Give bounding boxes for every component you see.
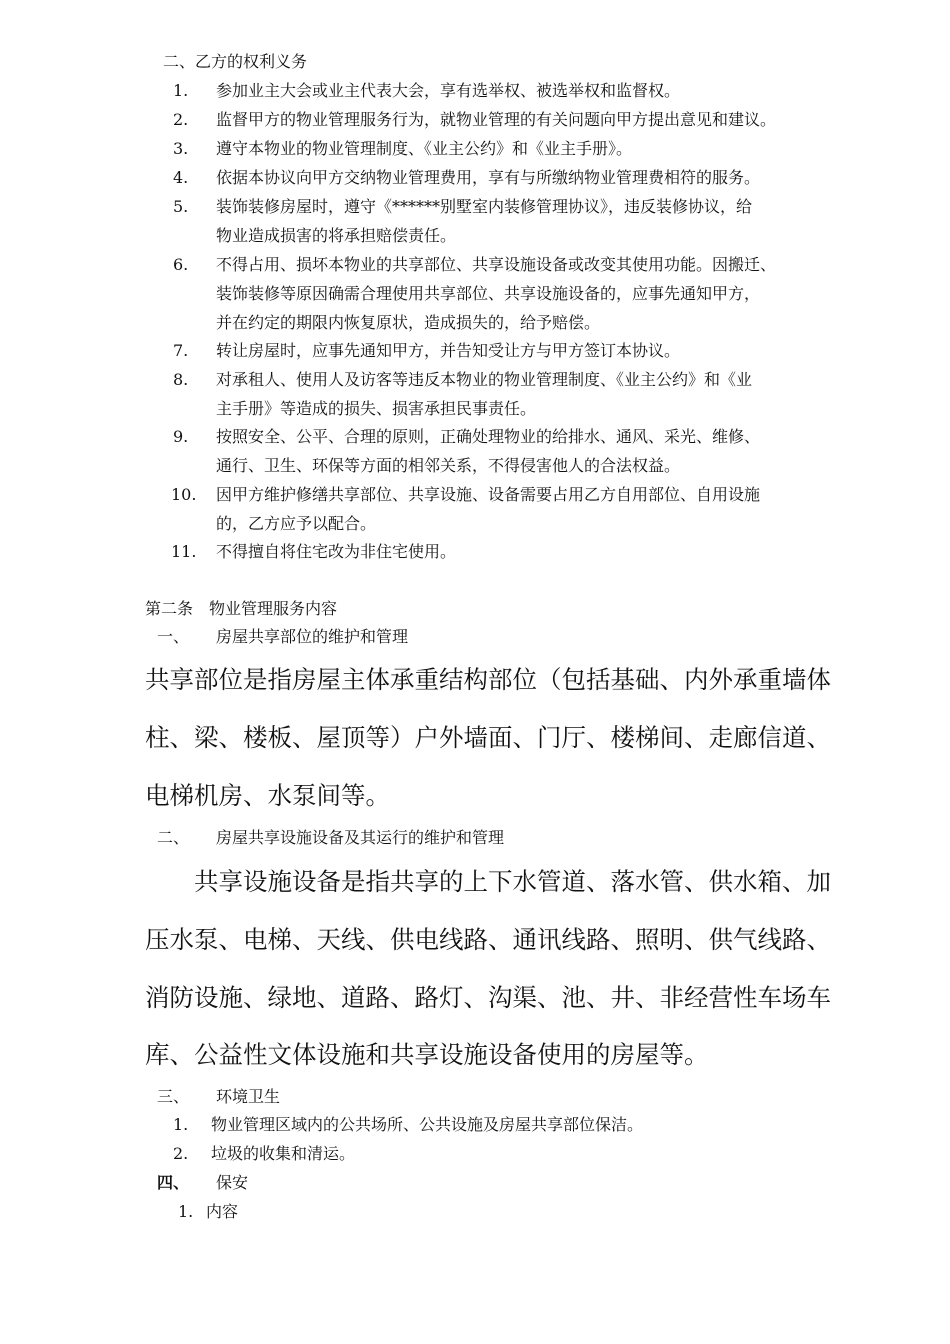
list-item-text: 不得擅自将住宅改为非住宅使用。: [216, 542, 457, 561]
body-text: 库、公益性文体设施和共享设施设备使用的房屋等。: [145, 1040, 709, 1069]
part-number: 一、: [157, 627, 190, 646]
part-number: 三、: [157, 1087, 190, 1106]
part-heading: 环境卫生: [216, 1087, 281, 1106]
list-item-text: 物业管理区域内的公共场所、公共设施及房屋共享部位保洁。: [211, 1115, 644, 1134]
list-item-text: 因甲方维护修缮共享部位、共享设施、设备需要占用乙方自用部位、自用设施: [216, 485, 761, 504]
list-item-text: 通行、卫生、环保等方面的相邻关系，不得侵害他人的合法权益。: [216, 456, 681, 475]
section-heading: 二、乙方的权利义务: [163, 52, 308, 71]
list-item-number: 11.: [171, 542, 197, 561]
list-item-text: 参加业主大会或业主代表大会，享有选举权、被选举权和监督权。: [216, 81, 681, 100]
list-item-number: 2.: [173, 110, 189, 129]
list-item-text: 装饰装修等原因确需合理使用共享部位、共享设施设备的，应事先通知甲方，: [216, 284, 761, 303]
list-item-number: 9.: [173, 427, 189, 446]
list-item-text: 遵守本物业的物业管理制度、《业主公约》和《业主手册》。: [216, 139, 633, 158]
part-number: 二、: [157, 828, 190, 847]
list-item-number: 1.: [173, 81, 189, 100]
list-item-number: 7.: [173, 341, 189, 360]
list-item-text: 按照安全、公平、合理的原则，正确处理物业的给排水、通风、采光、维修、: [216, 427, 761, 446]
list-item-text: 物业造成损害的将承担赔偿责任。: [216, 226, 457, 245]
list-item-number: 5.: [173, 197, 189, 216]
list-item-text: 内容: [206, 1202, 239, 1221]
body-text: 电梯机房、水泵间等。: [145, 781, 390, 810]
part-number: 四、: [157, 1173, 190, 1192]
body-text: 压水泵、电梯、天线、供电线路、通讯线路、照明、供气线路、: [145, 925, 831, 954]
body-text: 共享部位是指房屋主体承重结构部位（包括基础、内外承重墙体: [145, 665, 831, 694]
list-item-text: 依据本协议向甲方交纳物业管理费用，享有与所缴纳物业管理费相符的服务。: [216, 168, 761, 187]
list-item-text: 并在约定的期限内恢复原状，造成损失的，给予赔偿。: [216, 313, 601, 332]
list-item-number: 10.: [171, 485, 197, 504]
list-item-number: 8.: [173, 370, 189, 389]
list-item-number: 1.: [173, 1115, 189, 1134]
list-item-text: 垃圾的收集和清运。: [211, 1144, 356, 1163]
body-text: 消防设施、绿地、道路、路灯、沟渠、池、井、非经营性车场车: [145, 983, 831, 1012]
body-text: 共享设施设备是指共享的上下水管道、落水管、供水箱、加: [194, 867, 831, 896]
part-heading: 房屋共享设施设备及其运行的维护和管理: [216, 828, 505, 847]
list-item-number: 2.: [173, 1144, 189, 1163]
list-item-number: 1.: [178, 1202, 194, 1221]
part-heading: 保安: [216, 1173, 249, 1192]
article-title: 第二条 物业管理服务内容: [145, 599, 338, 618]
list-item-number: 4.: [173, 168, 189, 187]
list-item-number: 6.: [173, 255, 189, 274]
part-heading: 房屋共享部位的维护和管理: [216, 627, 409, 646]
list-item-text: 不得占用、损坏本物业的共享部位、共享设施设备或改变其使用功能。因搬迁、: [216, 255, 777, 274]
list-item-text: 转让房屋时，应事先通知甲方，并告知受让方与甲方签订本协议。: [216, 341, 681, 360]
list-item-text: 对承租人、使用人及访客等违反本物业的物业管理制度、《业主公约》和《业: [216, 370, 753, 389]
body-text: 柱、梁、楼板、屋顶等）户外墙面、门厅、楼梯间、走廊信道、: [145, 723, 831, 752]
list-item-text: 装饰装修房屋时，遵守《******别墅室内装修管理协议》，违反装修协议，给: [216, 197, 753, 216]
list-item-text: 主手册》等造成的损失、损害承担民事责任。: [216, 399, 537, 418]
list-item-number: 3.: [173, 139, 189, 158]
list-item-text: 监督甲方的物业管理服务行为，就物业管理的有关问题向甲方提出意见和建议。: [216, 110, 777, 129]
list-item-text: 的，乙方应予以配合。: [216, 514, 377, 533]
